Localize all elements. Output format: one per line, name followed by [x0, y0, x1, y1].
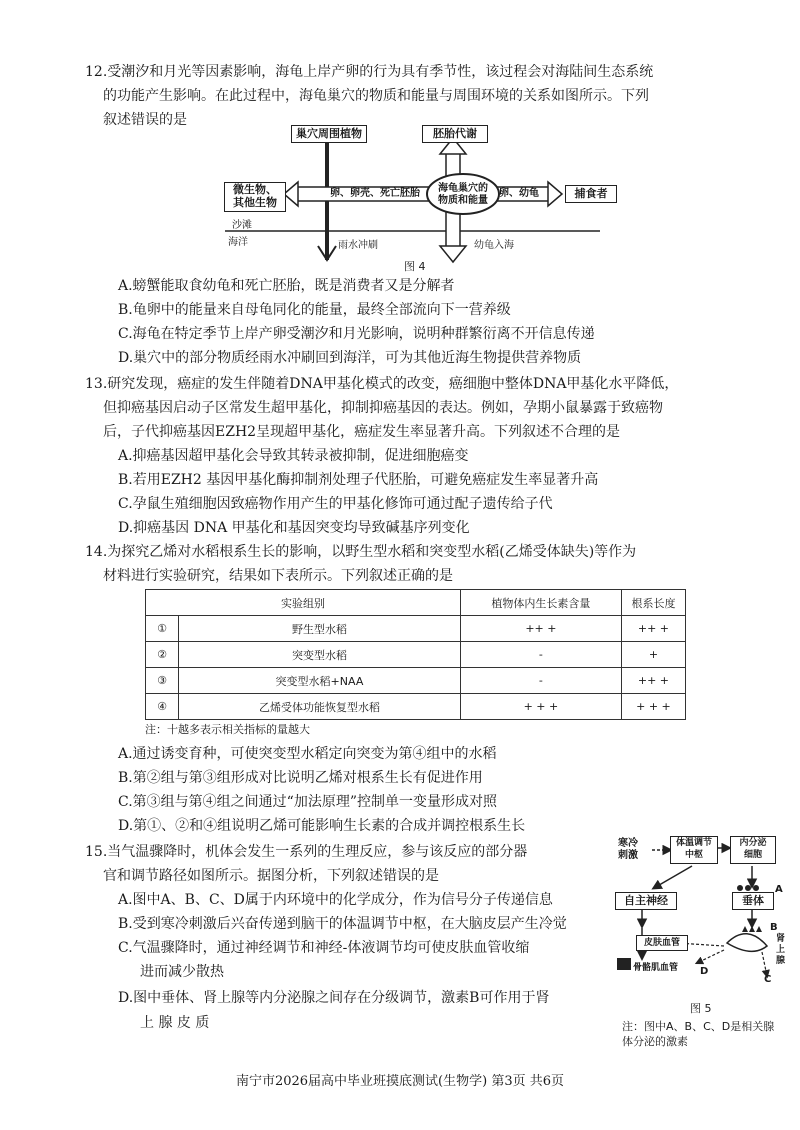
q15-option-a: A.图中A、B、C、D属于内环境中的化学成分，作为信号分子传递信息 — [118, 892, 553, 908]
endocrine-cell-box: 内分泌 细胞 — [730, 836, 776, 864]
page-footer: 南宁市2026届高中毕业班摸底测试(生物学) 第3页 共6页 — [235, 1074, 565, 1089]
q12-option-b: B.龟卵中的能量来自母龟同化的能量，最终全部流向下一营养级 — [118, 302, 511, 318]
q12-option-a: A.螃蟹能取食幼龟和死亡胚胎，既是消费者又是分解者 — [118, 278, 455, 294]
eggs-young-label: 卵、幼龟 — [499, 188, 539, 199]
q14-stem-line-2: 材料进行实验研究，结果如下表所示。下列叙述正确的是 — [103, 568, 453, 584]
q12-option-d: D.巢穴中的部分物质经雨水冲刷回到海洋，可为其他近海生物提供营养物质 — [118, 350, 582, 366]
row-auxin: ++ + — [460, 616, 621, 642]
cold-stimulus-label: 寒冷 刺激 — [618, 838, 638, 861]
q13-option-a: A.抑癌基因超甲基化会导致其转录被抑制，促进细胞癌变 — [118, 448, 469, 464]
rain-wash-label: 雨水冲刷 — [338, 240, 378, 251]
header-group: 实验组别 — [146, 590, 461, 616]
q13-option-d: D.抑癌基因 DNA 甲基化和基因突变均导致碱基序列变化 — [118, 520, 470, 536]
q14-option-d: D.第①、②和④组说明乙烯可能影响生长素的合成并调控根系生长 — [118, 818, 526, 834]
label-b: B — [770, 922, 778, 933]
q12-option-c: C.海龟在特定季节上岸产卵受潮汐和月光影响，说明种群繁衍离不开信息传递 — [118, 326, 595, 342]
row-index: ① — [146, 616, 179, 642]
row-root: + + + — [621, 694, 685, 720]
q14-results-table — [145, 589, 686, 720]
q14-option-b: B.第②组与第③组形成对比说明乙烯对根系生长有促进作用 — [118, 770, 483, 786]
row-index: ④ — [146, 694, 179, 720]
thermo-center-box: 体温调节 中枢 — [670, 836, 718, 864]
embryo-metabolism-box: 胚胎代谢 — [422, 125, 488, 143]
table-header-row — [146, 590, 686, 616]
table-row — [146, 642, 686, 668]
q15-option-d-line-1: D.图中垂体、肾上腺等内分泌腺之间存在分级调节，激素B可作用于肾 — [118, 990, 550, 1006]
q15-stem-line-1: 15.当气温骤降时，机体会发生一系列的生理反应，参与该反应的部分器 — [85, 844, 528, 860]
row-auxin: - — [460, 668, 621, 694]
q12-stem-line-2: 的功能产生影响。在此过程中，海龟巢穴的物质和能量与周围环境的关系如图所示。下列 — [103, 88, 649, 104]
row-group: 野生型水稻 — [179, 616, 461, 642]
label-a: A — [775, 884, 783, 895]
predator-box: 捕食者 — [565, 185, 617, 203]
row-group: 乙烯受体功能恢复型水稻 — [179, 694, 461, 720]
pituitary-box: 垂体 — [732, 892, 774, 910]
table-row — [146, 616, 686, 642]
nest-center-label: 海龟巢穴的 物质和能量 — [438, 183, 488, 206]
q14-option-c: C.第③组与第④组之间通过“加法原理”控制单一变量形成对照 — [118, 794, 497, 810]
adrenal-label: 肾上腺 — [776, 934, 786, 966]
sea-label: 海洋 — [228, 237, 248, 248]
figure-5-caption: 图 5 — [690, 1002, 712, 1015]
row-group: 突变型水稻+NAA — [179, 668, 461, 694]
row-index: ③ — [146, 668, 179, 694]
q14-table-note: 注：十越多表示相关指标的量越大 — [145, 723, 310, 736]
q15-option-c-line-2: 进而减少散热 — [140, 964, 224, 980]
q13-option-c: C.孕鼠生殖细胞因致癌物作用产生的甲基化修饰可通过配子遗传给子代 — [118, 496, 553, 512]
row-group: 突变型水稻 — [179, 642, 461, 668]
header-root-length: 根系长度 — [621, 590, 685, 616]
microbes-box: 微生物、 其他生物 — [224, 182, 286, 212]
row-auxin: - — [460, 642, 621, 668]
table-row — [146, 694, 686, 720]
q12-stem-line-3: 叙述错误的是 — [103, 112, 187, 128]
label-c: C — [764, 974, 772, 985]
q15-option-c-line-1: C.气温骤降时，通过神经调节和神经-体液调节均可使皮肤血管收缩 — [118, 940, 530, 956]
young-enter-sea-label: 幼龟入海 — [474, 240, 514, 251]
label-d: D — [700, 966, 709, 977]
figure-5-note-line-2: 体分泌的激素 — [622, 1035, 688, 1048]
q15-stem-line-2: 官和调节路径如图所示。据图分析，下列叙述错误的是 — [103, 868, 439, 884]
header-auxin: 植物体内生长素含量 — [460, 590, 621, 616]
q15-option-b: B.受到寒冷刺激后兴奋传递到脑干的体温调节中枢，在大脑皮层产生冷觉 — [118, 916, 567, 932]
eggs-shells-label: 卵、卵壳、死亡胚胎 — [330, 188, 420, 199]
skeletal-vessel-label: 骨骼肌血管 — [633, 963, 679, 973]
skin-vessel-box: 皮肤血管 — [636, 935, 688, 951]
figure-5-note-line-1: 注：图中A、B、C、D是相关腺 — [622, 1020, 775, 1033]
beach-label: 沙滩 — [232, 220, 252, 231]
q12-stem-line-1: 12.受潮汐和月光等因素影响，海龟上岸产卵的行为具有季节性，该过程会对海陆间生态系统 — [85, 64, 654, 80]
row-root: ++ + — [621, 668, 685, 694]
table-row — [146, 668, 686, 694]
q15-option-d-line-2: 上 腺 皮 质 — [140, 1015, 210, 1031]
q14-option-a: A.通过诱变育种，可使突变型水稻定向突变为第④组中的水稻 — [118, 746, 497, 762]
q13-stem-line-1: 13.研究发现，癌症的发生伴随着DNA甲基化模式的改变，癌细胞中整体DNA甲基化水平降低， — [85, 376, 679, 392]
q13-stem-line-3: 后，子代抑癌基因EZH2呈现超甲基化，癌症发生率显著升高。下列叙述不合理的是 — [103, 424, 621, 440]
row-root: + — [621, 642, 685, 668]
q13-option-b: B.若用EZH2 基因甲基化酶抑制剂处理子代胚胎，可避免癌症发生率显著升高 — [118, 472, 599, 488]
q14-stem-line-1: 14.为探究乙烯对水稻根系生长的影响，以野生型水稻和突变型水稻(乙烯受体缺失)等作为 — [85, 544, 637, 560]
row-index: ② — [146, 642, 179, 668]
figure-4-caption: 图 4 — [404, 260, 426, 273]
row-root: ++ + — [621, 616, 685, 642]
q13-stem-line-2: 但抑癌基因启动子区常发生超甲基化，抑制抑癌基因的表达。例如，孕期小鼠暴露于致癌物 — [103, 400, 663, 416]
row-auxin: + + + — [460, 694, 621, 720]
autonomic-nerve-box: 自主神经 — [615, 892, 677, 910]
nest-plants-box: 巢穴周围植物 — [291, 125, 367, 143]
